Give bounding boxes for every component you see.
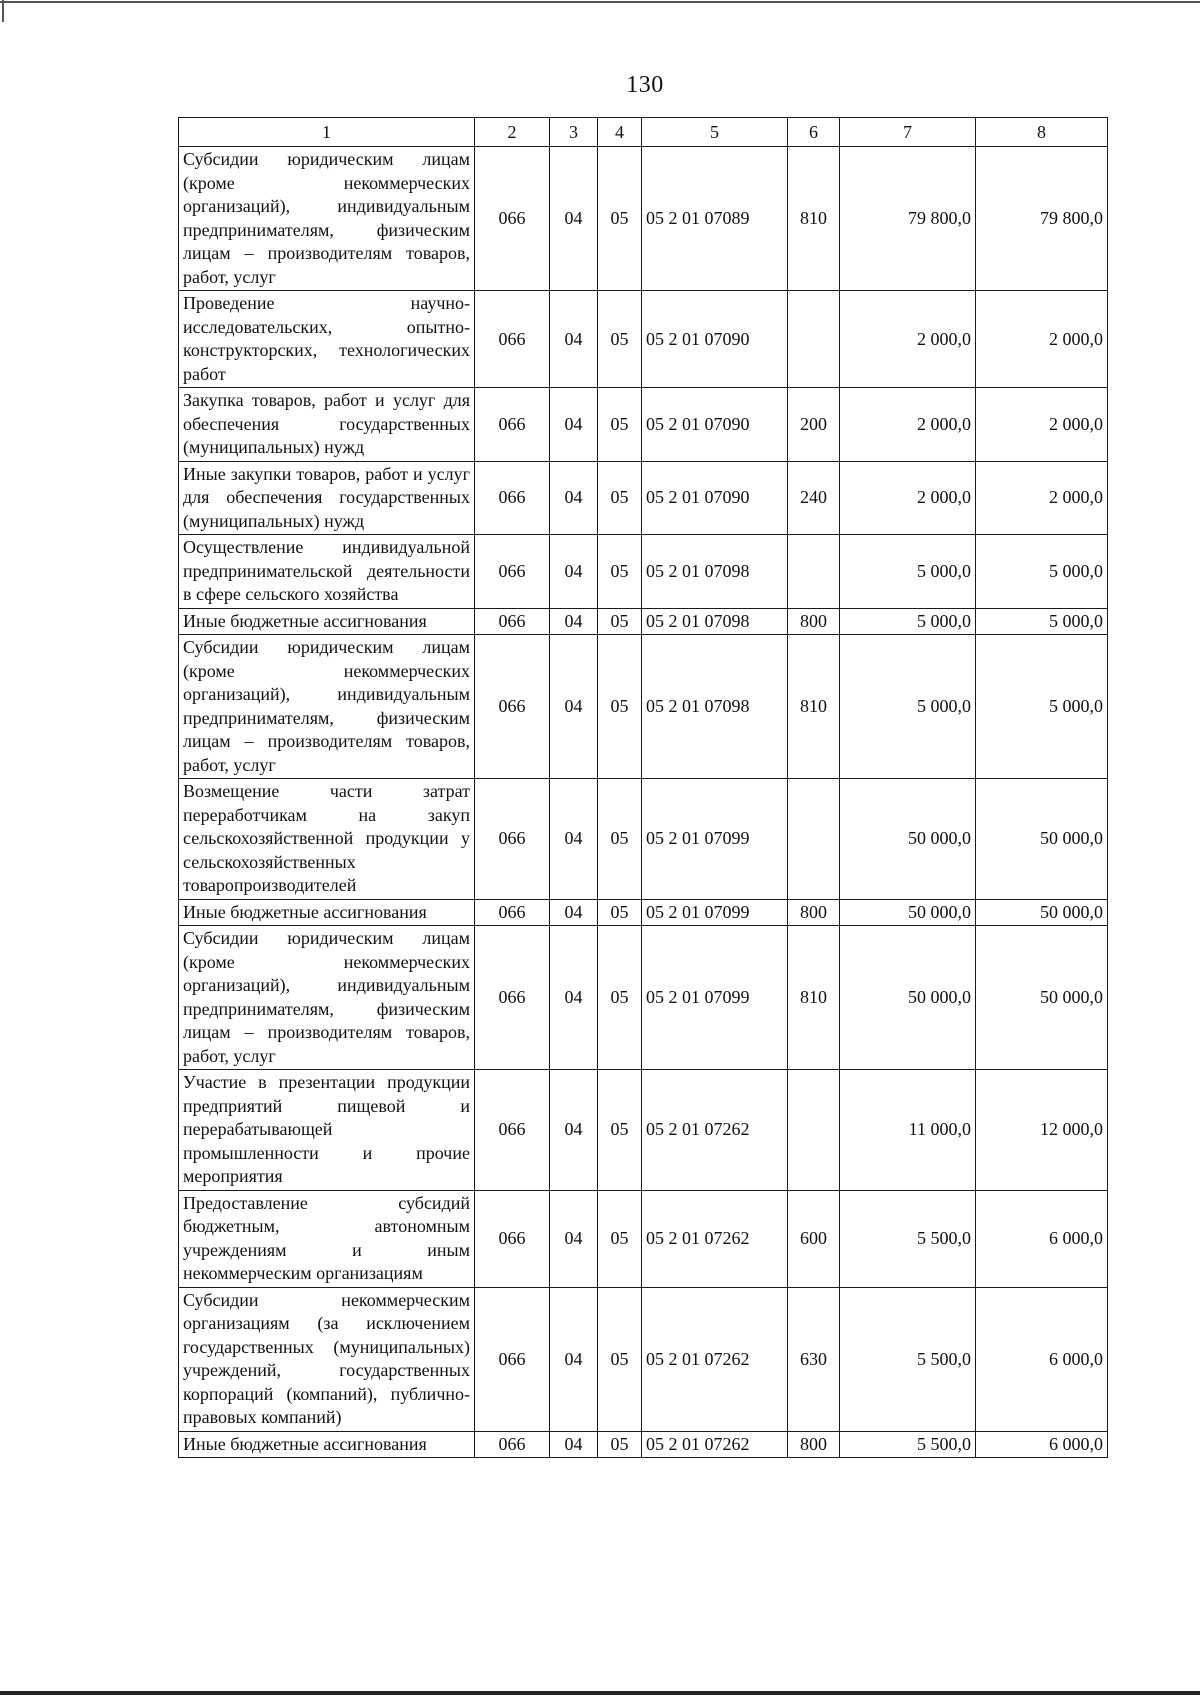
amount-year-2-cell: 5 000,0 [976, 608, 1108, 635]
subsection-code-cell: 05 [598, 535, 642, 609]
ministry-code-cell: 066 [475, 1287, 550, 1431]
expense-type-cell: 600 [788, 1190, 840, 1287]
section-code-cell: 04 [550, 899, 598, 926]
row-name-cell: Субсидии юридическим лицам (кроме некоммерческих организаций), индивидуальным предпринимателям, физическим лицам – производителям товаров, работ, услуг [179, 635, 475, 779]
amount-year-1-cell: 50 000,0 [840, 779, 976, 900]
table-row [179, 608, 1108, 635]
section-code-cell: 04 [550, 1190, 598, 1287]
row-name-cell: Осуществление индивидуальной предпринимательской деятельности в сфере сельского хозяйства [179, 535, 475, 609]
section-code-cell: 04 [550, 1287, 598, 1431]
row-name-cell: Субсидии некоммерческим организациям (за исключением государственных (муниципальных) учреждений, государственных корпораций (компаний), публично-правовых компаний) [179, 1287, 475, 1431]
row-name-cell: Субсидии юридическим лицам (кроме некоммерческих организаций), индивидуальным предпринимателям, физическим лицам – производителям товаров, работ, услуг [179, 147, 475, 291]
amount-year-1-cell: 5 000,0 [840, 608, 976, 635]
ministry-code-cell: 066 [475, 1431, 550, 1458]
table-row [179, 461, 1108, 535]
expense-type-cell: 800 [788, 1431, 840, 1458]
column-header-6: 6 [788, 118, 840, 147]
section-code-cell: 04 [550, 1070, 598, 1191]
row-name-cell: Иные бюджетные ассигнования [179, 1431, 475, 1458]
amount-year-2-cell: 6 000,0 [976, 1431, 1108, 1458]
subsection-code-cell: 05 [598, 1287, 642, 1431]
target-article-cell: 05 2 01 07089 [642, 147, 788, 291]
table-row [179, 535, 1108, 609]
column-header-4: 4 [598, 118, 642, 147]
target-article-cell: 05 2 01 07090 [642, 291, 788, 388]
amount-year-1-cell: 5 500,0 [840, 1190, 976, 1287]
amount-year-2-cell: 2 000,0 [976, 461, 1108, 535]
amount-year-1-cell: 50 000,0 [840, 899, 976, 926]
subsection-code-cell: 05 [598, 1190, 642, 1287]
target-article-cell: 05 2 01 07090 [642, 461, 788, 535]
ministry-code-cell: 066 [475, 461, 550, 535]
scan-left-edge [2, 0, 4, 22]
expense-type-cell: 810 [788, 926, 840, 1070]
section-code-cell: 04 [550, 635, 598, 779]
subsection-code-cell: 05 [598, 1070, 642, 1191]
table-row [179, 1287, 1108, 1431]
expense-type-cell: 240 [788, 461, 840, 535]
ministry-code-cell: 066 [475, 291, 550, 388]
ministry-code-cell: 066 [475, 608, 550, 635]
subsection-code-cell: 05 [598, 147, 642, 291]
target-article-cell: 05 2 01 07098 [642, 635, 788, 779]
row-name-cell: Субсидии юридическим лицам (кроме некоммерческих организаций), индивидуальным предпринимателям, физическим лицам – производителям товаров, работ, услуг [179, 926, 475, 1070]
section-code-cell: 04 [550, 147, 598, 291]
amount-year-2-cell: 5 000,0 [976, 535, 1108, 609]
amount-year-1-cell: 11 000,0 [840, 1070, 976, 1191]
expense-type-cell [788, 779, 840, 900]
expense-type-cell: 810 [788, 635, 840, 779]
column-header-1: 1 [179, 118, 475, 147]
ministry-code-cell: 066 [475, 1070, 550, 1191]
table-row [179, 291, 1108, 388]
ministry-code-cell: 066 [475, 926, 550, 1070]
table-row [179, 1070, 1108, 1191]
section-code-cell: 04 [550, 535, 598, 609]
section-code-cell: 04 [550, 461, 598, 535]
section-code-cell: 04 [550, 779, 598, 900]
subsection-code-cell: 05 [598, 608, 642, 635]
section-code-cell: 04 [550, 1431, 598, 1458]
amount-year-2-cell: 2 000,0 [976, 291, 1108, 388]
scan-top-edge [0, 1, 1200, 3]
amount-year-1-cell: 5 000,0 [840, 635, 976, 779]
ministry-code-cell: 066 [475, 635, 550, 779]
target-article-cell: 05 2 01 07098 [642, 608, 788, 635]
row-name-cell: Иные бюджетные ассигнования [179, 899, 475, 926]
target-article-cell: 05 2 01 07262 [642, 1190, 788, 1287]
row-name-cell: Проведение научно-исследовательских, опытно-конструкторских, технологических работ [179, 291, 475, 388]
ministry-code-cell: 066 [475, 1190, 550, 1287]
subsection-code-cell: 05 [598, 926, 642, 1070]
amount-year-2-cell: 12 000,0 [976, 1070, 1108, 1191]
ministry-code-cell: 066 [475, 779, 550, 900]
amount-year-2-cell: 50 000,0 [976, 899, 1108, 926]
budget-table [178, 117, 1108, 1458]
table-row [179, 388, 1108, 462]
ministry-code-cell: 066 [475, 388, 550, 462]
target-article-cell: 05 2 01 07262 [642, 1287, 788, 1431]
target-article-cell: 05 2 01 07099 [642, 926, 788, 1070]
target-article-cell: 05 2 01 07099 [642, 899, 788, 926]
amount-year-1-cell: 2 000,0 [840, 388, 976, 462]
amount-year-1-cell: 5 500,0 [840, 1287, 976, 1431]
subsection-code-cell: 05 [598, 899, 642, 926]
column-header-7: 7 [840, 118, 976, 147]
section-code-cell: 04 [550, 926, 598, 1070]
amount-year-2-cell: 50 000,0 [976, 779, 1108, 900]
expense-type-cell: 800 [788, 608, 840, 635]
amount-year-1-cell: 5 000,0 [840, 535, 976, 609]
expense-type-cell: 800 [788, 899, 840, 926]
column-header-8: 8 [976, 118, 1108, 147]
target-article-cell: 05 2 01 07090 [642, 388, 788, 462]
amount-year-2-cell: 79 800,0 [976, 147, 1108, 291]
row-name-cell: Предоставление субсидий бюджетным, автономным учреждениям и иным некоммерческим организациям [179, 1190, 475, 1287]
amount-year-1-cell: 2 000,0 [840, 291, 976, 388]
row-name-cell: Участие в презентации продукции предприятий пищевой и перерабатывающей промышленности и прочие мероприятия [179, 1070, 475, 1191]
table-row [179, 779, 1108, 900]
section-code-cell: 04 [550, 388, 598, 462]
target-article-cell: 05 2 01 07099 [642, 779, 788, 900]
amount-year-1-cell: 50 000,0 [840, 926, 976, 1070]
expense-type-cell [788, 535, 840, 609]
table-row [179, 1431, 1108, 1458]
row-name-cell: Иные бюджетные ассигнования [179, 608, 475, 635]
table-row [179, 635, 1108, 779]
expense-type-cell [788, 291, 840, 388]
row-name-cell: Закупка товаров, работ и услуг для обеспечения государственных (муниципальных) нужд [179, 388, 475, 462]
column-header-2: 2 [475, 118, 550, 147]
amount-year-1-cell: 79 800,0 [840, 147, 976, 291]
table-row [179, 899, 1108, 926]
subsection-code-cell: 05 [598, 388, 642, 462]
row-name-cell: Возмещение части затрат переработчикам на закуп сельскохозяйственной продукции у сельскохозяйственных товаропроизводителей [179, 779, 475, 900]
amount-year-2-cell: 50 000,0 [976, 926, 1108, 1070]
ministry-code-cell: 066 [475, 147, 550, 291]
subsection-code-cell: 05 [598, 635, 642, 779]
expense-type-cell: 630 [788, 1287, 840, 1431]
subsection-code-cell: 05 [598, 1431, 642, 1458]
expense-type-cell: 200 [788, 388, 840, 462]
table-header-row [179, 118, 1108, 147]
table-row [179, 1190, 1108, 1287]
table-row [179, 147, 1108, 291]
amount-year-2-cell: 2 000,0 [976, 388, 1108, 462]
row-name-cell: Иные закупки товаров, работ и услуг для обеспечения государственных (муниципальных) нужд [179, 461, 475, 535]
target-article-cell: 05 2 01 07098 [642, 535, 788, 609]
subsection-code-cell: 05 [598, 779, 642, 900]
target-article-cell: 05 2 01 07262 [642, 1431, 788, 1458]
amount-year-2-cell: 5 000,0 [976, 635, 1108, 779]
section-code-cell: 04 [550, 291, 598, 388]
scan-bottom-edge [0, 1691, 1200, 1695]
column-header-5: 5 [642, 118, 788, 147]
amount-year-2-cell: 6 000,0 [976, 1190, 1108, 1287]
expense-type-cell: 810 [788, 147, 840, 291]
target-article-cell: 05 2 01 07262 [642, 1070, 788, 1191]
amount-year-1-cell: 5 500,0 [840, 1431, 976, 1458]
expense-type-cell [788, 1070, 840, 1191]
ministry-code-cell: 066 [475, 535, 550, 609]
amount-year-1-cell: 2 000,0 [840, 461, 976, 535]
subsection-code-cell: 05 [598, 291, 642, 388]
column-header-3: 3 [550, 118, 598, 147]
amount-year-2-cell: 6 000,0 [976, 1287, 1108, 1431]
section-code-cell: 04 [550, 608, 598, 635]
table-row [179, 926, 1108, 1070]
page-number: 130 [626, 72, 664, 98]
subsection-code-cell: 05 [598, 461, 642, 535]
ministry-code-cell: 066 [475, 899, 550, 926]
